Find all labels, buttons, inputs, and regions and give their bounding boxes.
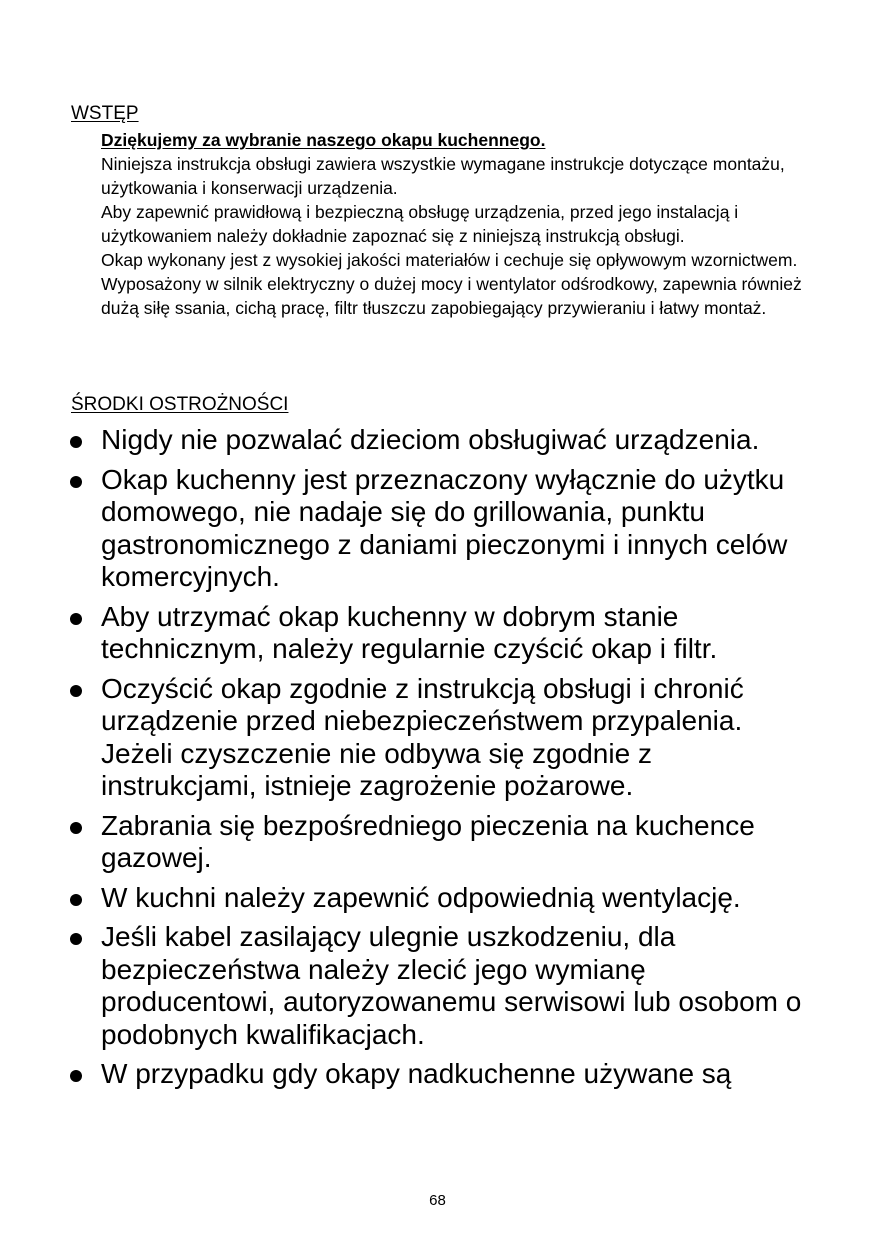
bullet-icon [70, 685, 82, 697]
list-item [67, 424, 807, 457]
bullet-icon [70, 613, 82, 625]
list-item-text: Jeśli kabel zasilający ulegnie uszkodzeniu, dla bezpieczeństwa należy zlecić jego wymianę producentowi, autoryzowanemu serwisowi lub osobom o podobnych kwalifikacjach. [101, 921, 802, 1050]
bullet-icon [70, 822, 82, 834]
list-item [67, 673, 807, 803]
bullet-icon [70, 476, 82, 488]
page-number: 68 [429, 1192, 446, 1209]
list-item-text: Aby utrzymać okap kuchenny w dobrym stanie technicznym, należy regularnie czyścić okap i filtr. [101, 600, 718, 664]
list-item [67, 464, 807, 594]
list-item [67, 1058, 807, 1091]
list-item [67, 921, 807, 1051]
intro-section [101, 128, 821, 320]
intro-heading: WSTĘP [71, 103, 139, 124]
bullet-icon [70, 933, 82, 945]
bullet-icon [70, 894, 82, 906]
intro-thanks: Dziękujemy za wybranie naszego okapu kuchennego. [101, 130, 546, 150]
list-item-text: W kuchni należy zapewnić odpowiednią wentylację. [101, 881, 741, 913]
intro-paragraph: Aby zapewnić prawidłową i bezpieczną obsługę urządzenia, przed jego instalacją i użytkowaniem należy dokładnie zapoznać się z niniejszą instrukcją obsługi. [101, 202, 739, 246]
bullet-icon [70, 1070, 82, 1082]
precautions-list [67, 424, 807, 1098]
list-item [67, 601, 807, 666]
list-item-text: Okap kuchenny jest przeznaczony wyłącznie do użytku domowego, nie nadaje się do grillowania, punktu gastronomicznego z daniami pieczonymi i innych celów komercyjnych. [101, 463, 788, 592]
intro-paragraph: Okap wykonany jest z wysokiej jakości materiałów i cechuje się opływowym wzornictwem. Wyposażony w silnik elektryczny o dużej mocy i wentylator odśrodkowy, zapewnia również dużą siłę ssania, cichą pracę, filtr tłuszczu zapobiegający przywieraniu i łatwy montaż. [101, 250, 802, 318]
list-item [67, 810, 807, 875]
list-item-text: Oczyścić okap zgodnie z instrukcją obsługi i chronić urządzenie przed niebezpieczeństwem przypalenia. Jeżeli czyszczenie nie odbywa się zgodnie z instrukcjami, istnieje zagrożenie pożarowe. [101, 672, 744, 801]
list-item-text: Nigdy nie pozwalać dzieciom obsługiwać urządzenia. [101, 424, 760, 455]
list-item [67, 882, 807, 915]
precautions-heading: ŚRODKI OSTROŻNOŚCI [71, 394, 289, 415]
bullet-icon [70, 436, 82, 448]
list-item-text: W przypadku gdy okapy nadkuchenne używane są [101, 1058, 732, 1089]
list-item-text: Zabrania się bezpośredniego pieczenia na kuchence gazowej. [101, 809, 755, 873]
intro-paragraph: Niniejsza instrukcja obsługi zawiera wszystkie wymagane instrukcje dotyczące montażu, użytkowania i konserwacji urządzenia. [101, 154, 785, 198]
